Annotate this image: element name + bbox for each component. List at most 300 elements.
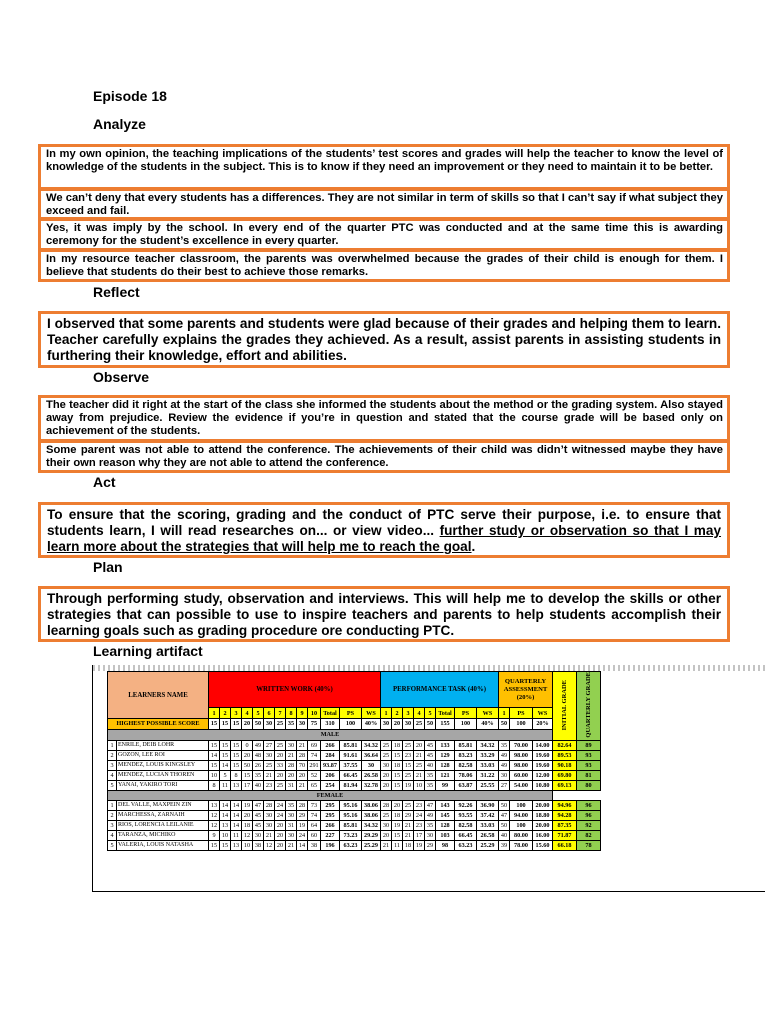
ww-score: 20 <box>242 810 253 820</box>
ww-score: 295 <box>321 810 340 820</box>
ww-score: 26.58 <box>362 770 381 780</box>
pt-score: 20 <box>381 830 392 840</box>
pt-score: 23 <box>403 750 414 760</box>
learner-name: RIOS, LORENCIA LEILANIE <box>117 820 209 830</box>
qa-score: 94.00 <box>510 810 533 820</box>
ww-score: 21 <box>286 750 297 760</box>
qa-score: 49 <box>499 750 510 760</box>
ww-score: 37.55 <box>340 760 362 770</box>
learner-name: ENRILE, DEIB LOHR <box>117 740 209 750</box>
pt-score: 82.58 <box>455 760 477 770</box>
ww-col-header: Total <box>321 708 340 719</box>
pt-score: 19 <box>392 820 403 830</box>
hps-value: 100 <box>510 719 533 730</box>
ww-score: 66.45 <box>340 770 362 780</box>
ww-score: 35 <box>253 770 264 780</box>
ww-score: 30 <box>286 740 297 750</box>
pt-score: 78.06 <box>455 770 477 780</box>
learner-row <box>108 770 601 780</box>
ww-score: 69 <box>308 740 321 750</box>
learner-row <box>108 830 601 840</box>
quarterly-grade-value: 96 <box>577 800 601 810</box>
section-heading-act: Act <box>93 474 116 490</box>
pt-score: 19 <box>403 780 414 790</box>
learner-row <box>108 800 601 810</box>
pt-score: 128 <box>436 820 455 830</box>
pt-score: 34.32 <box>477 740 499 750</box>
ww-score: 254 <box>321 780 340 790</box>
female-section-label: FEMALE <box>108 790 553 800</box>
ww-score: 8 <box>209 780 220 790</box>
pt-score: 15 <box>392 770 403 780</box>
hps-value: 100 <box>455 719 477 730</box>
ww-score: 10 <box>209 770 220 780</box>
pt-score: 25 <box>414 760 425 770</box>
ww-score: 21 <box>297 780 308 790</box>
ww-score: 91.61 <box>340 750 362 760</box>
pt-score: 15 <box>392 830 403 840</box>
plan-box <box>38 586 730 642</box>
pt-score: 20 <box>381 770 392 780</box>
ww-score: 21 <box>286 840 297 850</box>
ww-score: 5 <box>220 770 231 780</box>
ww-score: 25 <box>275 780 286 790</box>
pt-col-header: 3 <box>403 708 414 719</box>
pt-score: 128 <box>436 760 455 770</box>
male-section-row <box>108 729 601 740</box>
analyze-box-1 <box>38 144 730 190</box>
pt-score: 21 <box>403 820 414 830</box>
ww-score: 196 <box>321 840 340 850</box>
ww-score: 291 <box>309 761 319 769</box>
act-box <box>38 502 730 558</box>
ww-score: 38.06 <box>362 800 381 810</box>
ww-score: 13 <box>231 840 242 850</box>
ww-score: 52 <box>308 770 321 780</box>
section-heading-plan: Plan <box>93 559 123 575</box>
ww-score: 85.81 <box>340 740 362 750</box>
pt-score: 133 <box>436 740 455 750</box>
quarterly-grade-value: 78 <box>577 840 601 850</box>
qa-score: 39 <box>499 840 510 850</box>
pt-score: 19 <box>414 840 425 850</box>
pt-score: 25 <box>403 800 414 810</box>
learner-row <box>108 810 601 820</box>
ww-score: 24 <box>297 830 308 840</box>
section-heading-reflect: Reflect <box>93 284 140 300</box>
header-row-categories <box>108 672 601 708</box>
ww-score: 48 <box>253 750 264 760</box>
learner-row <box>108 750 601 760</box>
ww-score: 29.29 <box>362 830 381 840</box>
ww-score: 36.64 <box>362 750 381 760</box>
analyze-text-2: We can’t deny that every students has a differences. They are not similar in term of skills so that I can’t say if what subject they exceed and fail. <box>46 192 723 217</box>
learner-row <box>108 840 601 850</box>
ww-score: 21 <box>297 740 308 750</box>
qa-score: 30 <box>499 770 510 780</box>
ww-score: 85.81 <box>340 820 362 830</box>
ww-score: 21 <box>264 830 275 840</box>
act-text-plain: To ensure that the scoring, grading and the conduct of PTC serve their purpose, i.e. to ensure that students learn, I will read researches on... or view video... <box>47 507 721 538</box>
qa-score: 19.60 <box>533 750 553 760</box>
initial-grade-header <box>553 672 577 741</box>
ww-score: 65 <box>308 780 321 790</box>
ww-col-header: 7 <box>275 708 286 719</box>
ww-score: 28 <box>297 750 308 760</box>
ww-score: 12 <box>264 840 275 850</box>
pt-col-header: 5 <box>425 708 436 719</box>
quarterly-grade-value: 96 <box>577 810 601 820</box>
ww-score: 9 <box>209 830 220 840</box>
qa-score: 18.80 <box>533 810 553 820</box>
pt-score: 103 <box>436 830 455 840</box>
hps-value: 30 <box>264 719 275 730</box>
pt-score: 35 <box>425 820 436 830</box>
pt-score: 93.55 <box>455 810 477 820</box>
pt-score: 20 <box>414 740 425 750</box>
learner-row <box>108 780 601 790</box>
learner-name: MENDEZ, LOUIS KINGSLEY <box>117 760 209 770</box>
learner-name: VALERIA, LOUIS NATASHA <box>117 840 209 850</box>
initial-grade-value: 87.35 <box>553 820 577 830</box>
pt-score: 29 <box>425 840 436 850</box>
learners-name-header: LEARNERS NAME <box>108 672 209 719</box>
ww-score: 95.16 <box>340 810 362 820</box>
pt-col-header: 1 <box>381 708 392 719</box>
hps-value: 50 <box>253 719 264 730</box>
ww-score: 15 <box>242 770 253 780</box>
ww-score: 13 <box>231 780 242 790</box>
ww-score: 45 <box>253 810 264 820</box>
qa-score: 49 <box>499 760 510 770</box>
initial-grade-value: 94.96 <box>553 800 577 810</box>
pt-score: 35 <box>425 780 436 790</box>
ww-score: 13 <box>220 820 231 830</box>
hps-value: 50 <box>499 719 510 730</box>
pt-score: 25 <box>403 740 414 750</box>
ww-score: 11 <box>220 780 231 790</box>
pt-score: 121 <box>436 770 455 780</box>
ww-score: 24 <box>275 800 286 810</box>
pt-score: 83.23 <box>455 750 477 760</box>
ww-score: 284 <box>321 750 340 760</box>
analyze-text-3: Yes, it was imply by the school. In every end of the quarter PTC was conducted and at the same time this is awarding ceremony for the student’s excellence in every quarter. <box>46 222 723 247</box>
ww-score: 70 <box>297 760 308 770</box>
ww-score: 28 <box>286 760 297 770</box>
pt-score: 24 <box>414 810 425 820</box>
pt-score: 28 <box>381 800 392 810</box>
ww-score: 10 <box>242 840 253 850</box>
qa-col-header: PS <box>510 708 533 719</box>
initial-grade-label: INITIAL GRADE <box>561 679 568 730</box>
ww-score: 73.23 <box>340 830 362 840</box>
learner-name: YANAI, YAKIRO TORI <box>117 780 209 790</box>
pt-score: 25.55 <box>477 780 499 790</box>
initial-grade-value: 90.18 <box>553 760 577 770</box>
quarterly-grade-value: 81 <box>577 770 601 780</box>
qa-score: 16.00 <box>533 830 553 840</box>
act-text-underlined: further study or observation so that I may learn more about the strategies that will help me to reach the goal <box>47 523 722 554</box>
initial-grade-value: 66.18 <box>553 840 577 850</box>
ww-score: 28 <box>264 800 275 810</box>
pt-score: 18 <box>392 740 403 750</box>
learner-row <box>108 760 601 770</box>
pt-score: 30 <box>381 820 392 830</box>
pt-score: 63.23 <box>455 840 477 850</box>
ww-col-header: 4 <box>242 708 253 719</box>
ww-score: 14 <box>209 750 220 760</box>
ww-col-header: 5 <box>253 708 264 719</box>
male-section-label: MALE <box>108 729 553 740</box>
learner-number: 4 <box>108 770 117 780</box>
pt-score: 36.90 <box>477 800 499 810</box>
ww-score: 20 <box>275 830 286 840</box>
ww-score: 12 <box>242 830 253 840</box>
pt-score: 20 <box>381 780 392 790</box>
ww-score: 25 <box>275 740 286 750</box>
pt-score: 18 <box>403 840 414 850</box>
ww-score: 21 <box>264 770 275 780</box>
pt-score: 15 <box>392 750 403 760</box>
quarterly-grade-value: 92 <box>577 820 601 830</box>
pt-score: 82.58 <box>455 820 477 830</box>
qa-score: 40 <box>499 830 510 840</box>
qa-score: 20.00 <box>533 820 553 830</box>
observe-text-1: The teacher did it right at the start of the class she informed the students about the method or the grading system. Also stayed away from prejudice. Review the evidence if you’re in question and stated that the course grade will be based only on achievement of the students. <box>46 399 723 437</box>
section-heading-learning-artifact: Learning artifact <box>93 643 203 659</box>
ww-score: 15 <box>220 740 231 750</box>
ww-score: 30 <box>264 750 275 760</box>
pt-score: 15 <box>403 760 414 770</box>
qa-score: 27 <box>499 780 510 790</box>
learner-number: 5 <box>108 780 117 790</box>
initial-grade-value: 94.28 <box>553 810 577 820</box>
ww-score: 15 <box>231 760 242 770</box>
pt-score: 20 <box>392 800 403 810</box>
learner-name: GOZON, LEE ROI <box>117 750 209 760</box>
pt-score: 45 <box>425 750 436 760</box>
ww-score: 227 <box>321 830 340 840</box>
observe-box-2 <box>38 440 730 473</box>
ww-score: 30 <box>264 810 275 820</box>
hps-value: 35 <box>286 719 297 730</box>
hps-value: 40% <box>362 719 381 730</box>
hps-value: 15 <box>231 719 242 730</box>
ww-score: 18 <box>242 820 253 830</box>
ww-score: 12 <box>209 810 220 820</box>
reflect-box <box>38 311 730 368</box>
ww-score: 11 <box>231 830 242 840</box>
ww-score: 20 <box>275 750 286 760</box>
ww-score: 40 <box>253 780 264 790</box>
analyze-text-1: In my own opinion, the teaching implications of the students’ test scores and grades will help the teacher to know the level of knowledge of the students in the subject. This is to know if they need an improvement or they need to maintain it to be better. <box>46 148 723 173</box>
pt-score: 29 <box>403 810 414 820</box>
episode-title: Episode 18 <box>93 88 167 104</box>
ww-score: 73 <box>308 800 321 810</box>
hps-value: 25 <box>414 719 425 730</box>
pt-score: 25 <box>381 750 392 760</box>
grade-sheet-table <box>107 671 601 851</box>
hps-value: 155 <box>436 719 455 730</box>
qa-score: 19.60 <box>533 760 553 770</box>
hps-value: 40% <box>477 719 499 730</box>
learner-name: MENDEZ, LUCIAN THOREN <box>117 770 209 780</box>
learner-row <box>108 820 601 830</box>
ww-score: 60 <box>308 830 321 840</box>
qa-score: 10.80 <box>533 780 553 790</box>
analyze-text-4: In my resource teacher classroom, the parents was overwhelmed because the grades of their child is enough for them. I believe that students do their best to achieve those remarks. <box>46 253 723 278</box>
initial-grade-value: 82.64 <box>553 740 577 750</box>
initial-grade-value: 71.87 <box>553 830 577 840</box>
ww-score: 74 <box>308 750 321 760</box>
qa-score: 100 <box>510 820 533 830</box>
qa-score: 60.00 <box>510 770 533 780</box>
ww-score: 10 <box>220 830 231 840</box>
ww-score: 14 <box>220 810 231 820</box>
ww-score: 15 <box>231 740 242 750</box>
quarterly-grade-value: 89 <box>577 740 601 750</box>
ww-score: 23 <box>264 780 275 790</box>
pt-score: 11 <box>392 840 403 850</box>
hps-value: 50 <box>425 719 436 730</box>
ww-col-header: WS <box>362 708 381 719</box>
ww-col-header: 1 <box>209 708 220 719</box>
ww-score: 295 <box>321 800 340 810</box>
ww-score: 25 <box>264 760 275 770</box>
qa-score: 20.00 <box>533 800 553 810</box>
ww-score: 95.16 <box>340 800 362 810</box>
ww-score: 15 <box>209 840 220 850</box>
pt-score: 35 <box>425 770 436 780</box>
ww-col-header: PS <box>340 708 362 719</box>
ww-score: 49 <box>253 740 264 750</box>
ww-score: 19 <box>297 820 308 830</box>
ww-score: 35 <box>286 800 297 810</box>
act-text-end: . <box>471 539 476 554</box>
pt-score: 40 <box>425 760 436 770</box>
ww-score: 31 <box>286 820 297 830</box>
pt-score: 26.58 <box>477 830 499 840</box>
observe-text-2: Some parent was not able to attend the conference. The achievements of their child was didn’t witnessed maybe they have their own reason why they are not able to attend the conference. <box>46 444 723 469</box>
section-heading-analyze: Analyze <box>93 116 146 132</box>
pt-score: 92.26 <box>455 800 477 810</box>
hps-value: 15 <box>220 719 231 730</box>
qa-score: 50 <box>499 820 510 830</box>
pt-score: 21 <box>414 770 425 780</box>
learner-number: 1 <box>108 740 117 750</box>
ww-score: 30 <box>362 760 381 770</box>
ww-score: 0 <box>242 740 253 750</box>
ww-score: 19 <box>242 800 253 810</box>
qa-score: 47 <box>499 810 510 820</box>
ww-score: 32.78 <box>362 780 381 790</box>
ww-score: 14 <box>231 820 242 830</box>
qa-score: 14.00 <box>533 740 553 750</box>
qa-score: 98.00 <box>510 750 533 760</box>
initial-grade-value: 69.13 <box>553 780 577 790</box>
pt-score: 145 <box>436 810 455 820</box>
reflect-text: I observed that some parents and students were glad because of their grades and helping them to learn. Teacher carefully explains the grades they achieved. As a result, assist parents in assisting students in furthering their knowledge, effort and abilities. <box>47 316 721 363</box>
qa-score: 100 <box>510 800 533 810</box>
pt-score: 15 <box>392 780 403 790</box>
ww-score: 28 <box>297 800 308 810</box>
qa-col-header: 1 <box>499 708 510 719</box>
analyze-box-4 <box>38 249 730 282</box>
ww-score: 20 <box>275 840 286 850</box>
ww-score: 20 <box>286 770 297 780</box>
hps-value: 30 <box>297 719 308 730</box>
observe-box-1 <box>38 395 730 442</box>
quarterly-grade-value: 93 <box>577 750 601 760</box>
qa-score: 78.00 <box>510 840 533 850</box>
ww-score: 206 <box>321 770 340 780</box>
pt-col-header: PS <box>455 708 477 719</box>
learner-name: TARANZA, MICHIKO <box>117 830 209 840</box>
ww-score: 20 <box>297 770 308 780</box>
hps-value: 20 <box>242 719 253 730</box>
ww-score: 63.23 <box>340 840 362 850</box>
ww-score: 25.29 <box>362 840 381 850</box>
ww-col-header: 2 <box>220 708 231 719</box>
pt-score: 33.03 <box>477 760 499 770</box>
ww-score: 74 <box>308 810 321 820</box>
ww-col-header: 6 <box>264 708 275 719</box>
pt-score: 17 <box>414 830 425 840</box>
hps-value: 20% <box>533 719 553 730</box>
ww-score: 30 <box>286 810 297 820</box>
qa-score: 70.00 <box>510 740 533 750</box>
ww-score: 14 <box>220 760 231 770</box>
ww-score: 31 <box>286 780 297 790</box>
pt-score: 99 <box>436 780 455 790</box>
ww-score: 14 <box>297 840 308 850</box>
qa-score: 54.00 <box>510 780 533 790</box>
pt-score: 33.29 <box>477 750 499 760</box>
section-heading-observe: Observe <box>93 369 150 385</box>
ww-score: 15 <box>209 740 220 750</box>
ww-score: 30 <box>264 820 275 830</box>
ww-score: 15 <box>220 750 231 760</box>
ww-score: 38.06 <box>362 810 381 820</box>
learner-number: 3 <box>108 760 117 770</box>
learner-number: 4 <box>108 830 117 840</box>
pt-score: 85.81 <box>455 740 477 750</box>
quarterly-grade-label: QUARTERLY GRADE <box>585 672 592 738</box>
learner-name: DEL VALLE, MAXPEIN ZIN <box>117 800 209 810</box>
ww-score: 33 <box>275 760 286 770</box>
ww-score: 64 <box>308 820 321 830</box>
performance-task-header: PERFORMANCE TASK (40%) <box>381 672 499 708</box>
ww-score: 34.32 <box>362 740 381 750</box>
qa-score: 12.00 <box>533 770 553 780</box>
pt-score: 25 <box>381 740 392 750</box>
ww-score: 12 <box>209 820 220 830</box>
pt-score: 23 <box>414 800 425 810</box>
pt-score: 98 <box>436 840 455 850</box>
quarterly-grade-header <box>577 672 601 741</box>
ww-score: 38 <box>253 840 264 850</box>
qa-score: 98.00 <box>510 760 533 770</box>
analyze-box-3 <box>38 218 730 251</box>
learner-number: 5 <box>108 840 117 850</box>
initial-grade-value: 69.80 <box>553 770 577 780</box>
qa-score: 80.00 <box>510 830 533 840</box>
ww-col-header: 3 <box>231 708 242 719</box>
quarterly-grade-value: 82 <box>577 830 601 840</box>
learner-row <box>108 740 601 750</box>
ww-score: 8 <box>231 770 242 780</box>
pt-score: 37.42 <box>477 810 499 820</box>
